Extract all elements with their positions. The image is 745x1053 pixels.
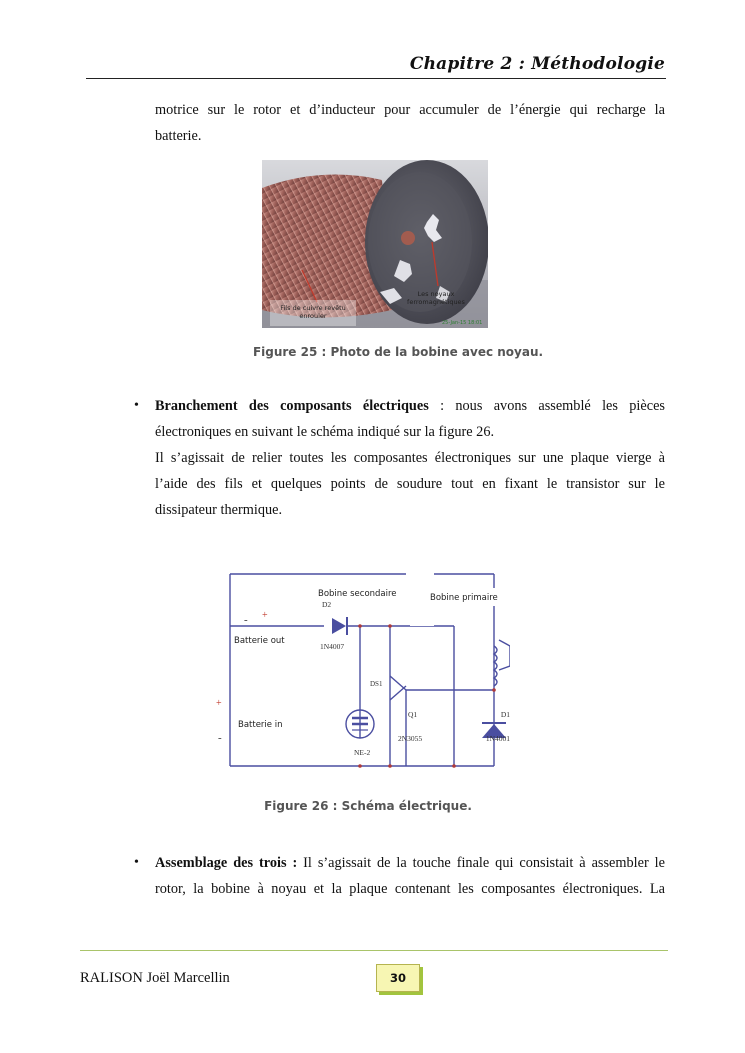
label-bobine-primaire: Bobine primaire bbox=[430, 593, 498, 603]
label-q1: Q1 bbox=[408, 710, 418, 719]
bullet1-line2: électroniques en suivant le schéma indiqué sur la figure 26. bbox=[155, 424, 495, 440]
bullet2-line1-rest: Il s’agissait de la touche finale qui consistait à assembler le bbox=[297, 855, 666, 871]
bullet1-bold: Branchement des composants électriques bbox=[155, 398, 429, 414]
figure25-caption: Figure 25 : Photo de la bobine avec noyau. bbox=[252, 345, 544, 359]
bullet2-line1 bbox=[155, 850, 665, 876]
bullet-dot: • bbox=[134, 398, 139, 413]
minus-top: - bbox=[244, 614, 248, 626]
label-fils-cuivre: Fils de cuivre revêtu enrouler bbox=[280, 304, 346, 320]
header-rule bbox=[86, 78, 666, 79]
bullet2-line2: rotor, la bobine à noyau et la plaque contenant les composantes électroniques. La bbox=[155, 881, 665, 897]
label-batterie-in: Batterie in bbox=[238, 720, 283, 730]
intro-line: motrice sur le rotor et d’inducteur pour accumuler de l’énergie qui recharge la bbox=[155, 102, 665, 118]
plus-top: + bbox=[262, 610, 268, 621]
minus-bottom: - bbox=[218, 732, 222, 744]
bullet-dot-2: • bbox=[134, 855, 139, 870]
page-number-badge bbox=[376, 964, 420, 992]
label-bobine-secondaire: Bobine secondaire bbox=[318, 589, 397, 599]
page-number: 30 bbox=[389, 971, 406, 985]
plus-bottom: + bbox=[216, 698, 222, 709]
figure26-caption: Figure 26 : Schéma électrique. bbox=[264, 799, 472, 813]
bullet1-line1-rest: : nous avons assemblé les pièces bbox=[428, 398, 665, 414]
label-ds1: DS1 bbox=[370, 680, 383, 688]
label-d2: D2 bbox=[322, 600, 332, 609]
label-batterie-out: Batterie out bbox=[234, 636, 285, 646]
label-d1-part: 1N4001 bbox=[485, 734, 510, 743]
bullet1-line3: Il s’agissait de relier toutes les composantes électroniques sur une plaque vierge à bbox=[155, 450, 665, 466]
intro-line-end: batterie. bbox=[155, 128, 202, 144]
label-d1: D1 bbox=[500, 710, 510, 719]
label-ds1-part: NE-2 bbox=[354, 748, 371, 757]
footer-rule bbox=[80, 950, 668, 951]
bullet1-line4: l’aide des fils et quelques points de soudure tout en fixant le transistor sur le bbox=[155, 476, 665, 492]
chapter-header: Chapitre 2 : Méthodologie bbox=[409, 54, 665, 74]
label-d2-part: 1N4007 bbox=[320, 642, 345, 651]
label-noyaux: Les noyaux ferromagnétiques bbox=[407, 290, 465, 306]
coil-photo bbox=[262, 160, 488, 328]
footer-author: RALISON Joël Marcellin bbox=[80, 970, 230, 986]
bullet1-line5: dissipateur thermique. bbox=[155, 502, 283, 518]
photo-date-stamp: 25-Jan-15 18:01 bbox=[442, 320, 483, 326]
circuit-schematic bbox=[214, 558, 510, 776]
bullet1-line1 bbox=[155, 393, 665, 419]
bullet2-bold: Assemblage des trois : bbox=[155, 855, 298, 871]
label-q1-part: 2N3055 bbox=[398, 734, 423, 743]
